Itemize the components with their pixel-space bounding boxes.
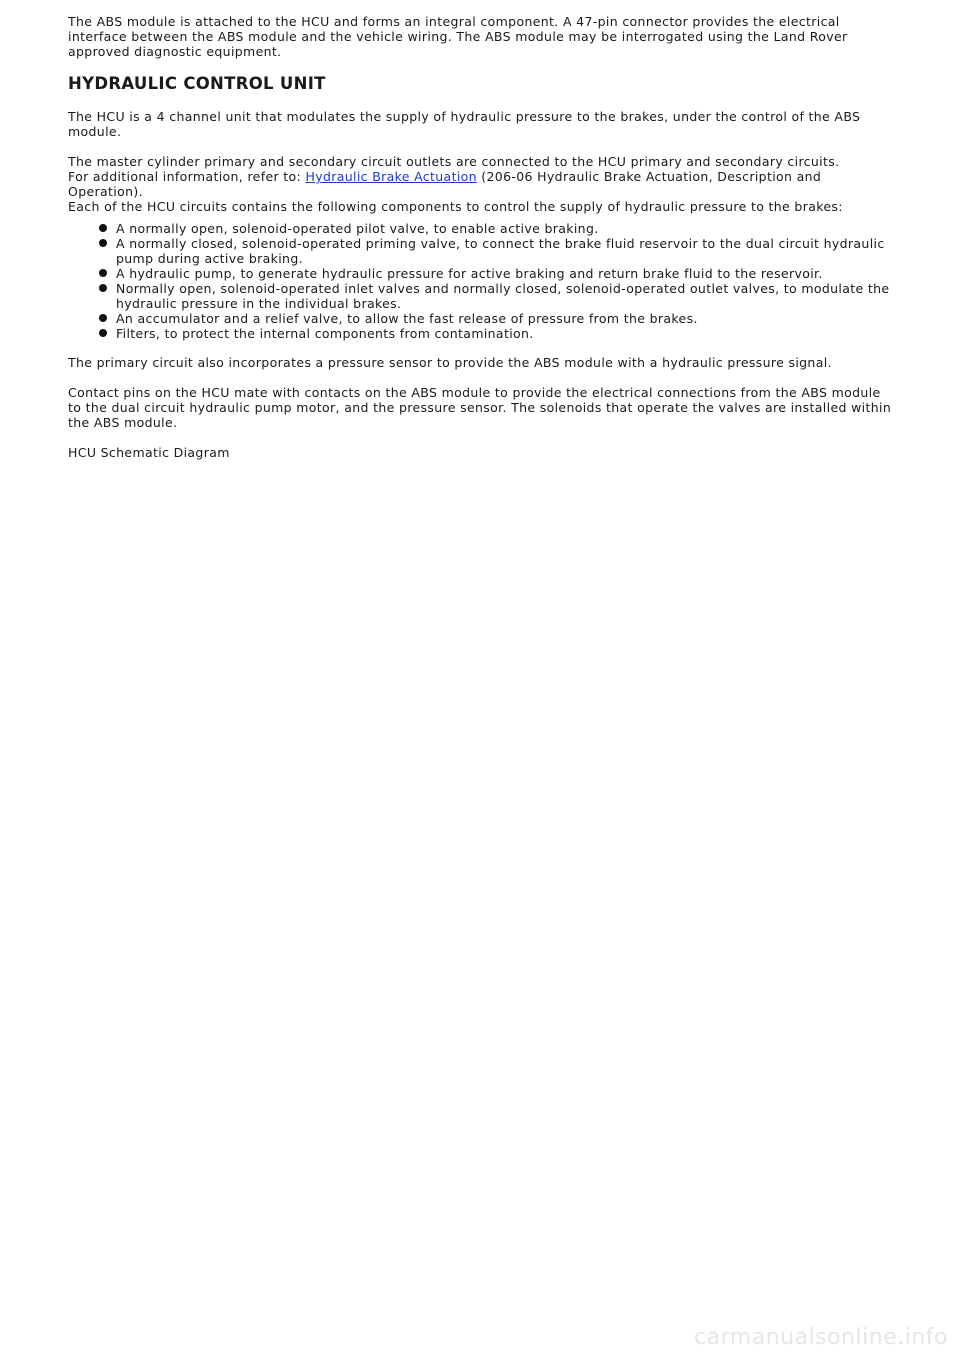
hydraulic-brake-actuation-link[interactable]: Hydraulic Brake Actuation	[305, 169, 477, 184]
bullet-icon	[99, 284, 107, 292]
bullet-icon	[99, 314, 107, 322]
list-item	[116, 311, 898, 326]
components-intro-line: Each of the HCU circuits contains the following components to control the supply of hydraulic pressure to the brakes:	[68, 199, 843, 214]
hcu-intro-paragraph: The HCU is a 4 channel unit that modulates the supply of hydraulic pressure to the brakes, under the control of the ABS module.	[68, 109, 861, 139]
reference-line	[68, 169, 898, 199]
reference-prefix: For additional information, refer to:	[68, 169, 306, 184]
contact-pins-paragraph: Contact pins on the HCU mate with contacts on the ABS module to provide the electrical connections from the ABS module to the dual circuit hydraulic pump motor, and the pressure sensor. The solenoids that operate the valves are installed within the ABS module.	[68, 385, 892, 430]
master-cylinder-line: The master cylinder primary and secondary circuit outlets are connected to the HCU primary and secondary circuits.	[68, 154, 840, 169]
reference-suffix: (206-06 Hydraulic Brake Actuation, Description and Operation).	[68, 169, 822, 199]
intro-paragraph: The ABS module is attached to the HCU and forms an integral component. A 47-pin connector provides the electrical interface between the ABS module and the vehicle wiring. The ABS module may be interrogated using the Land Rover approved diagnostic equipment.	[68, 14, 848, 59]
list-item-text: A normally open, solenoid-operated pilot valve, to enable active braking.	[116, 221, 599, 236]
list-item-text: An accumulator and a relief valve, to allow the fast release of pressure from the brakes.	[116, 311, 698, 326]
list-item	[116, 236, 898, 266]
watermark: carmanualsonline.info	[694, 1325, 948, 1350]
document-body	[68, 14, 898, 475]
diagram-caption: HCU Schematic Diagram	[68, 445, 230, 460]
bullet-icon	[99, 269, 107, 277]
bullet-icon	[99, 224, 107, 232]
bullet-icon	[99, 329, 107, 337]
list-item-text: Filters, to protect the internal components from contamination.	[116, 326, 534, 341]
list-item	[116, 281, 898, 311]
list-item	[116, 326, 898, 341]
master-cylinder-block	[68, 154, 898, 214]
list-item-text: A hydraulic pump, to generate hydraulic pressure for active braking and return brake fluid to the reservoir.	[116, 266, 823, 281]
bullet-icon	[99, 239, 107, 247]
pressure-sensor-paragraph: The primary circuit also incorporates a pressure sensor to provide the ABS module with a hydraulic pressure signal.	[68, 355, 832, 370]
list-item	[116, 221, 898, 236]
section-heading: HYDRAULIC CONTROL UNIT	[68, 74, 326, 93]
components-list	[68, 221, 898, 341]
list-item-text: Normally open, solenoid-operated inlet valves and normally closed, solenoid-operated outlet valves, to modulate the hydraulic pressure in the individual brakes.	[116, 281, 890, 311]
list-item	[116, 266, 898, 281]
list-item-text: A normally closed, solenoid-operated priming valve, to connect the brake fluid reservoir to the dual circuit hydraulic pump during active braking.	[116, 236, 885, 266]
